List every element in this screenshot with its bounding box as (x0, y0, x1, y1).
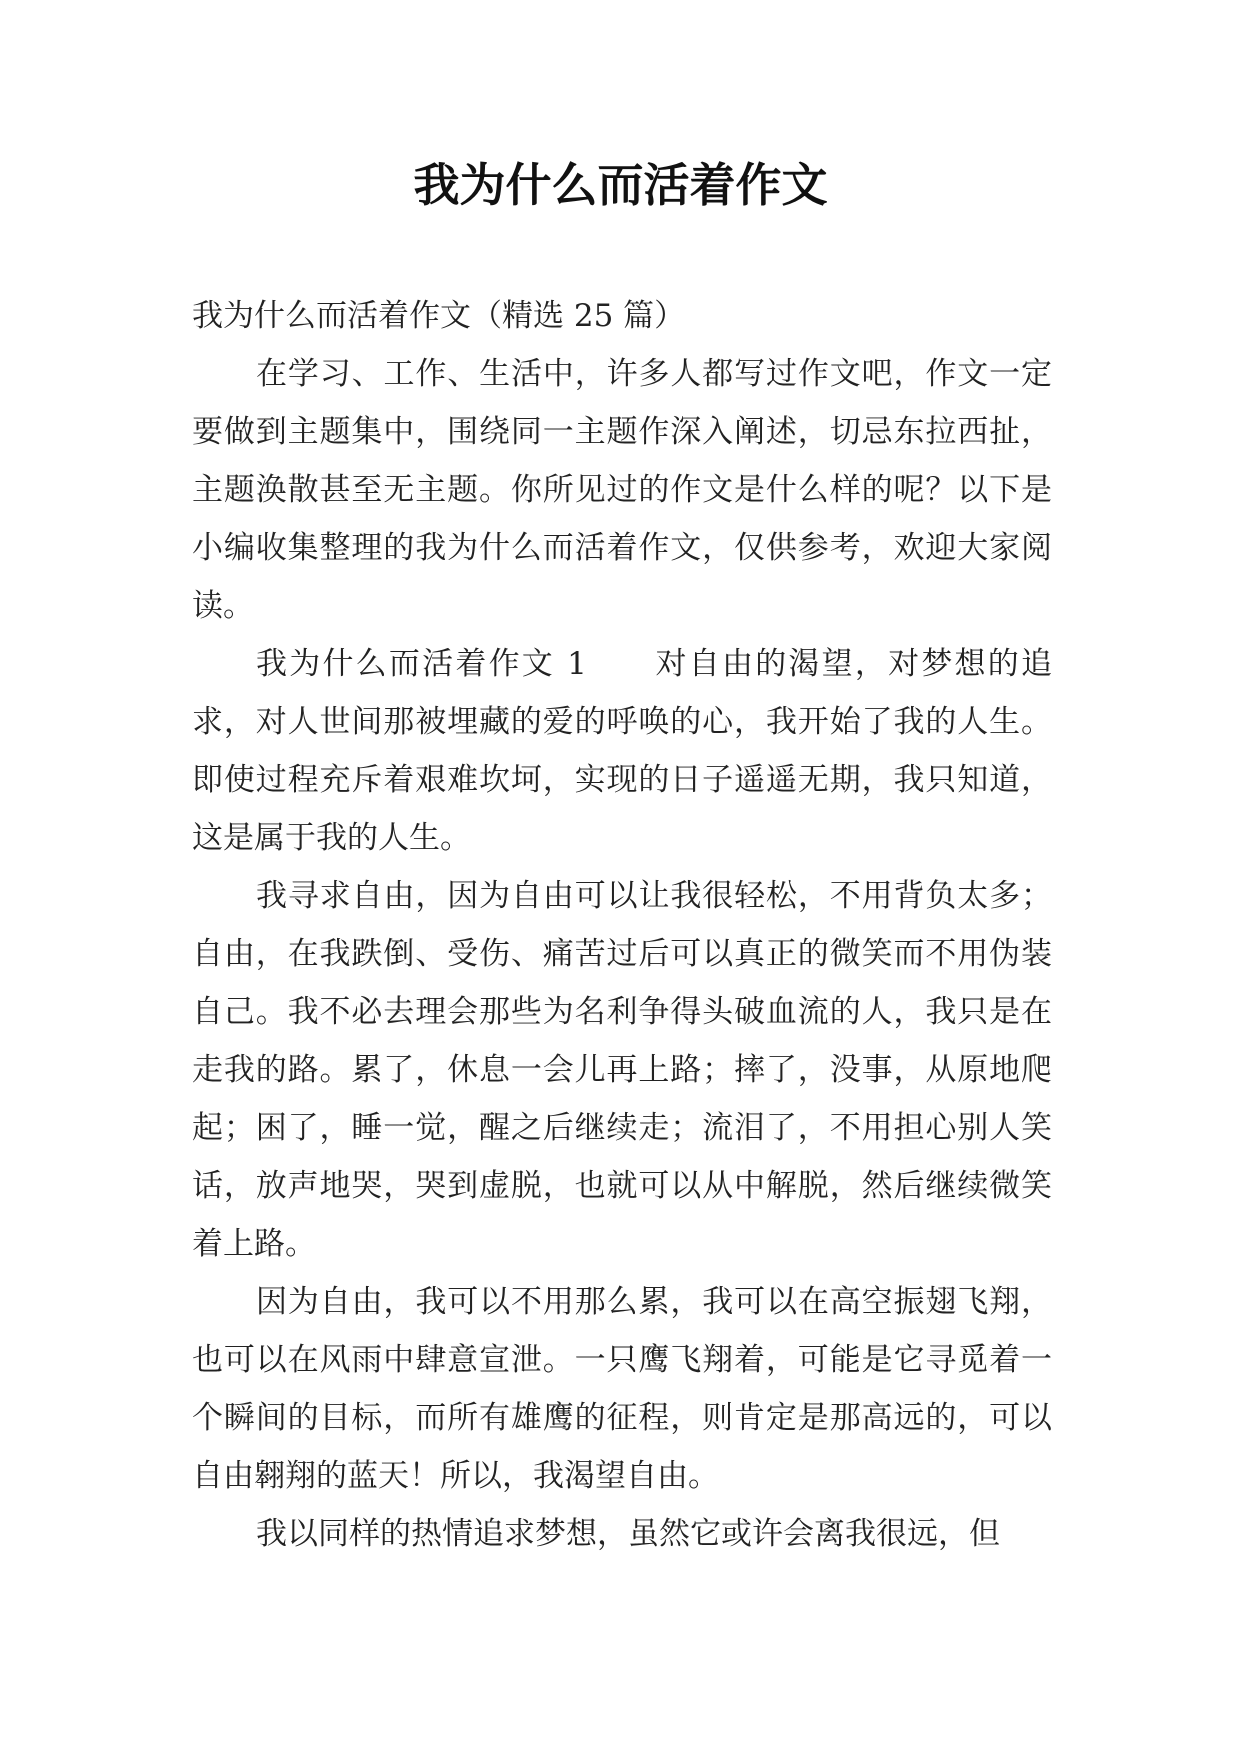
document-subtitle: 我为什么而活着作文（精选 25 篇） (192, 298, 686, 334)
paragraph-dream: 我以同样的热情追求梦想，虽然它或许会离我很远，但 (256, 1516, 1000, 1552)
paragraph-eagle: 因为自由，我可以不用那么累，我可以在高空振翅飞翔，也可以在风雨中肆意宣泄。一只鹰飞翔着，可能是它寻觅着一个瞬间的目标，而所有雄鹰的征程，则肯定是那高远的，可以自由翱翔的蓝天！所以，我渴望自由。 (192, 1284, 1052, 1494)
document-title: 我为什么而活着作文 (413, 158, 828, 212)
paragraph-freedom: 我寻求自由，因为自由可以让我很轻松，不用背负太多；自由，在我跌倒、受伤、痛苦过后可以真正的微笑而不用伪装自己。我不必去理会那些为名利争得头破血流的人，我只是在走我的路。累了，休息一会儿再上路；摔了，没事，从原地爬起；困了，睡一觉，醒之后继续走；流泪了，不用担心别人笑话，放声地哭，哭到虚脱，也就可以从中解脱，然后继续微笑着上路。 (192, 878, 1052, 1262)
paragraph-intro: 在学习、工作、生活中，许多人都写过作文吧，作文一定要做到主题集中，围绕同一主题作深入阐述，切忌东拉西扯，主题涣散甚至无主题。你所见过的作文是什么样的呢？以下是小编收集整理的我为什么而活着作文，仅供参考，欢迎大家阅读。 (192, 356, 1052, 624)
paragraph-essay-1-opening: 我为什么而活着作文 1 对自由的渴望，对梦想的追求，对人世间那被埋藏的爱的呼唤的心，我开始了我的人生。即使过程充斥着艰难坎坷，实现的日子遥遥无期，我只知道，这是属于我的人生。 (192, 646, 1052, 856)
document-body (192, 287, 1052, 1563)
